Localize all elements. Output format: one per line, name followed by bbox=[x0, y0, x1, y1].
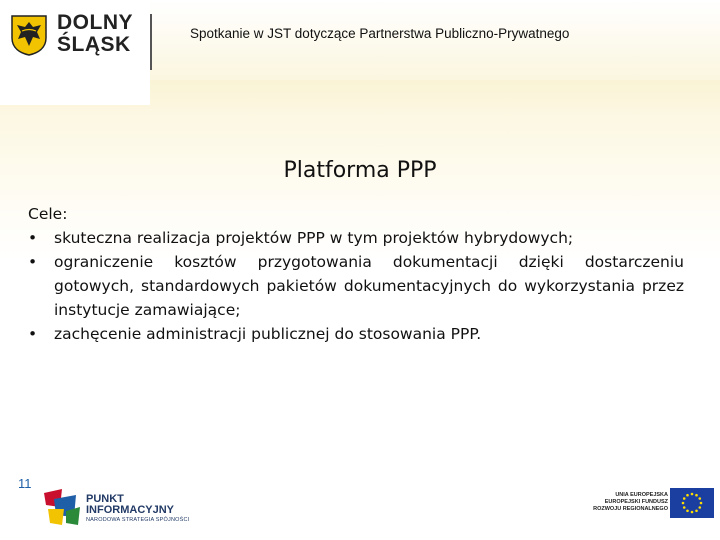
list-item bbox=[28, 250, 684, 322]
eu-star-icon bbox=[698, 497, 701, 500]
logo-text bbox=[57, 12, 133, 56]
eu-star-icon bbox=[700, 502, 703, 505]
bullet-list bbox=[28, 226, 684, 346]
intro-text: Cele: bbox=[28, 205, 68, 223]
logo-line-1: DOLNY bbox=[57, 11, 133, 34]
bullet-text: ograniczenie kosztów przygotowania dokumentacji dzięki dostarczeniu gotowych, standardowych pakietów dokumentacyjnych do wykorzystania przez instytucje zamawiające; bbox=[54, 253, 684, 319]
logo-line-2: ŚLĄSK bbox=[57, 33, 131, 56]
eu-star-icon bbox=[682, 502, 685, 505]
slide-content bbox=[28, 202, 684, 346]
eu-flag-icon bbox=[670, 488, 714, 518]
punkt-subtitle: NARODOWA STRATEGIA SPÓJNOŚCI bbox=[86, 517, 190, 523]
logo-divider bbox=[150, 14, 152, 70]
eu-text bbox=[582, 492, 668, 513]
bullet-text: zachęcenie administracji publicznej do stosowania PPP. bbox=[54, 325, 482, 343]
bullet-text: skuteczna realizacja projektów PPP w tym projektów hybrydowych; bbox=[54, 229, 574, 247]
bullet-icon: • bbox=[28, 229, 38, 247]
eu-line-2: EUROPEJSKI FUNDUSZ bbox=[604, 499, 668, 505]
punkt-line-1: PUNKT bbox=[86, 493, 124, 505]
eu-star-icon bbox=[698, 506, 701, 509]
punkt-informacyjny-text bbox=[86, 494, 174, 516]
eu-star-icon bbox=[686, 509, 689, 512]
bullet-icon: • bbox=[28, 253, 38, 271]
eu-star-icon bbox=[683, 506, 686, 509]
eu-star-icon bbox=[691, 493, 694, 496]
slide-title bbox=[0, 158, 720, 183]
silesia-eagle-crest-icon bbox=[10, 14, 48, 56]
eu-star-icon bbox=[691, 511, 694, 514]
list-item bbox=[28, 322, 684, 346]
logo-area bbox=[0, 0, 150, 105]
eu-line-1: UNIA EUROPEJSKA bbox=[615, 492, 668, 498]
header-title: Spotkanie w JST dotyczące Partnerstwa Publiczno-Prywatnego bbox=[190, 26, 570, 41]
page-number: 11 bbox=[18, 476, 32, 491]
eu-star-icon bbox=[686, 494, 689, 497]
punkt-line-2: INFORMACYJNY bbox=[86, 504, 175, 516]
list-item bbox=[28, 226, 684, 250]
eu-star-icon bbox=[695, 509, 698, 512]
slide-title-text: Platforma PPP bbox=[283, 158, 437, 183]
eu-star-icon bbox=[695, 494, 698, 497]
eu-line-3: ROZWOJU REGIONALNEGO bbox=[593, 506, 668, 512]
bullet-icon: • bbox=[28, 325, 38, 343]
eu-star-icon bbox=[683, 497, 686, 500]
